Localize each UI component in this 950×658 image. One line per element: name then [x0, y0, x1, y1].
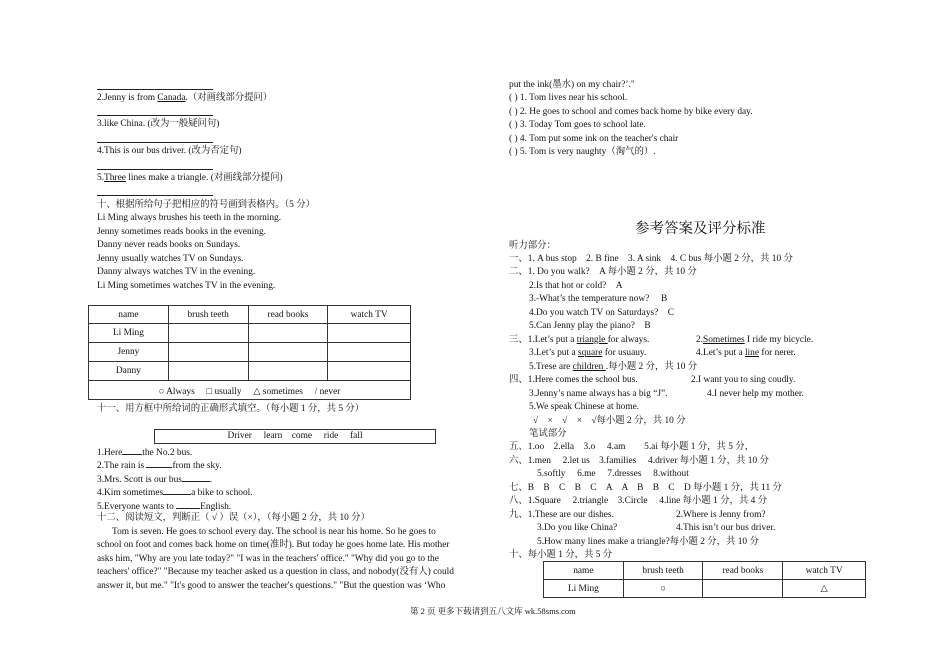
fill-item: 3.Mrs. Scott is our bus .: [97, 472, 212, 486]
fill-cell[interactable]: [248, 362, 328, 381]
section-heading: 十一、用方框中所给词的正确形式填空。（每小题 1 分，共 5 分）: [97, 404, 365, 414]
question-line: 4.This is our bus driver. (改为否定句): [97, 146, 242, 156]
question-line: 3.like China. (改为一般疑问句): [97, 119, 220, 129]
fill-cell[interactable]: [248, 324, 328, 343]
name-cell: Li Ming: [89, 324, 169, 343]
fill-cell[interactable]: [328, 362, 411, 381]
answer-cell: [703, 580, 783, 598]
answer-line: 5.softly 6.me 7.dresses 8.without: [537, 469, 689, 479]
question-line: 2.Jenny is from Canada.（对画线部分提问）: [97, 93, 273, 103]
answer-line: 5.Trese are children .每小题 2 分，共 10 分: [529, 362, 698, 372]
answer-line: 2.I want you to sing coudly.: [691, 375, 796, 385]
answer-line: 2.Is that hot or cold? A: [529, 281, 623, 291]
answer-line: 三、1.Let’s put a triangle for always.: [509, 335, 650, 345]
fill-cell[interactable]: [328, 324, 411, 343]
header-cell: name: [89, 306, 169, 324]
answer-table: [543, 561, 866, 598]
sentence: Danny always watches TV in the evening.: [97, 267, 256, 277]
judgment-item: ( ) 4. Tom put some ink on the teacher's chair: [509, 134, 679, 144]
header-cell: name: [544, 562, 624, 580]
name-cell: Danny: [89, 362, 169, 381]
answer-line: 2.Where is Jenny from?: [676, 510, 766, 520]
section-label: 笔试部分: [529, 429, 567, 439]
page-title: 参考答案及评分标准: [635, 221, 766, 237]
passage-line: asks him, "Why are you late today?" "I was in the teachers' office." "Why did you go to the: [97, 554, 439, 564]
blank[interactable]: [163, 485, 191, 495]
sentence: Jenny usually watches TV on Sundays.: [97, 254, 244, 264]
blank[interactable]: [122, 445, 142, 455]
page-footer: 第 2 页 更多下载请到五八文库 wk.58sms.com: [410, 606, 576, 616]
name-cell: Li Ming: [544, 580, 624, 598]
fill-cell[interactable]: [168, 343, 248, 362]
answer-line: 3.Jenny’s name always has a big “J”.: [529, 389, 668, 399]
answer-line: 六、1.men 2.let us 3.families 4.driver 每小题 1 分，共 10 分: [509, 456, 769, 466]
header-cell: brush teeth: [623, 562, 703, 580]
answer-line: 二、1. Do you walk? A 每小题 2 分，共 10 分: [509, 267, 697, 277]
header-cell: brush teeth: [168, 306, 248, 324]
answer-line: 5.Can Jenny play the piano? B: [529, 321, 651, 331]
judgment-item: ( ) 3. Today Tom goes to school late.: [509, 120, 646, 130]
blank[interactable]: [176, 499, 200, 509]
answer-line: 3.Let’s put a square for usuauy.: [529, 348, 647, 358]
answer-line: 九、1.These are our dishes.: [509, 510, 614, 520]
passage-line: teachers' office?" "Because my teacher asked us a question in class, and nobody(没有人) could: [97, 567, 454, 577]
legend-cell: ○ Always □ usually △ sometimes / never: [89, 381, 411, 400]
sentence: Li Ming always brushes his teeth in the morning.: [97, 213, 282, 223]
passage-line: Tom is seven. He goes to school every day. The school is near his home. So he goes to: [112, 527, 436, 537]
answer-cell: △: [783, 580, 866, 598]
answer-cell: ○: [623, 580, 703, 598]
answer-line: 四、1.Here comes the school bus.: [509, 375, 638, 385]
answer-line: 十、每小题 1 分，共 5 分: [509, 550, 613, 560]
answer-line: 4.This isn’t our bus driver.: [676, 523, 776, 533]
name-cell: Jenny: [89, 343, 169, 362]
sentence: Jenny sometimes reads books in the evening.: [97, 227, 266, 237]
answer-line: 4.I never help my mother.: [707, 389, 804, 399]
answer-line: 七、B B C B C A A B B C D 每小题 1 分，共 11 分: [509, 483, 782, 493]
symbol-table: [88, 305, 411, 400]
answer-line: 3.Do you like China?: [537, 523, 618, 533]
fill-cell[interactable]: [168, 362, 248, 381]
answer-line: 5.We speak Chinese at home.: [529, 402, 640, 412]
answer-line: 五、1.oo 2.ella 3.o 4.am 5.ai 每小题 1 分，共 5 分，: [509, 442, 755, 452]
answer-line: √ × √ × √每小题 2 分，共 10 分: [533, 416, 686, 426]
fill-cell[interactable]: [168, 324, 248, 343]
word-box: Driver learn come ride fall: [154, 429, 436, 444]
header-cell: read books: [703, 562, 783, 580]
passage-line: school on foot and comes back home on time(准时). But today he goes home late. His mother: [97, 540, 450, 550]
section-label: 听力部分：: [509, 241, 556, 251]
section-heading: 十、根据所给句子把相应的符号画到表格内。（5 分）: [97, 200, 315, 210]
fill-cell[interactable]: [328, 343, 411, 362]
answer-line: 3.-What’s the temperature now? B: [529, 294, 668, 304]
judgment-item: ( ) 5. Tom is very naughty（淘气的）.: [509, 147, 656, 157]
fill-item: 2.The rain is from the sky.: [97, 458, 222, 472]
fill-item: 1.Here the No.2 bus.: [97, 445, 192, 459]
answer-line: 八、1.Square 2.triangle 3.Circle 4.line 每小题 1 分，共 4 分: [509, 496, 768, 506]
judgment-item: ( ) 1. Tom lives near his school.: [509, 93, 628, 103]
fill-item: 5.Everyone wants to English.: [97, 499, 231, 513]
blank[interactable]: [146, 458, 172, 468]
section-heading: 十二、阅读短文，判断正（ √ ）误（×），（每小题 2 分，共 10 分）: [97, 513, 370, 523]
header-cell: read books: [248, 306, 328, 324]
answer-line: 一、1. A bus stop 2. B fine 3. A sink 4. C bus 每小题 2 分，共 10 分: [509, 254, 793, 264]
answer-line: 2.Sometimes I ride my bicycle.: [696, 335, 814, 345]
judgment-item: ( ) 2. He goes to school and comes back home by bike every day.: [509, 107, 753, 117]
blank[interactable]: [182, 472, 210, 482]
answer-line: 4.Let’s put a line for nerer.: [696, 348, 796, 358]
fill-cell[interactable]: [248, 343, 328, 362]
answer-line: [97, 195, 213, 196]
question-line: 5.Three lines make a triangle. (对画线部分提问): [97, 173, 283, 183]
header-cell: watch TV: [783, 562, 866, 580]
answer-line: [97, 89, 213, 90]
answer-line: [97, 115, 213, 116]
answer-line: [97, 169, 213, 170]
passage-line: put the ink(墨水) on my chair?’.": [509, 80, 635, 90]
answer-line: 5.How many lines make a triangle?每小题 2 分，共 10 分: [537, 537, 759, 547]
header-cell: watch TV: [328, 306, 411, 324]
fill-item: 4.Kim sometimes a bike to school.: [97, 485, 253, 499]
answer-line: [97, 142, 213, 143]
passage-line: answer it, but me." "It's good to answer the teacher's questions." "But the question was ‘Who: [97, 581, 446, 591]
sentence: Danny never reads books on Sundays.: [97, 240, 241, 250]
sentence: Li Ming sometimes watches TV in the evening.: [97, 281, 276, 291]
answer-line: 4.Do you watch TV on Saturdays? C: [529, 308, 674, 318]
